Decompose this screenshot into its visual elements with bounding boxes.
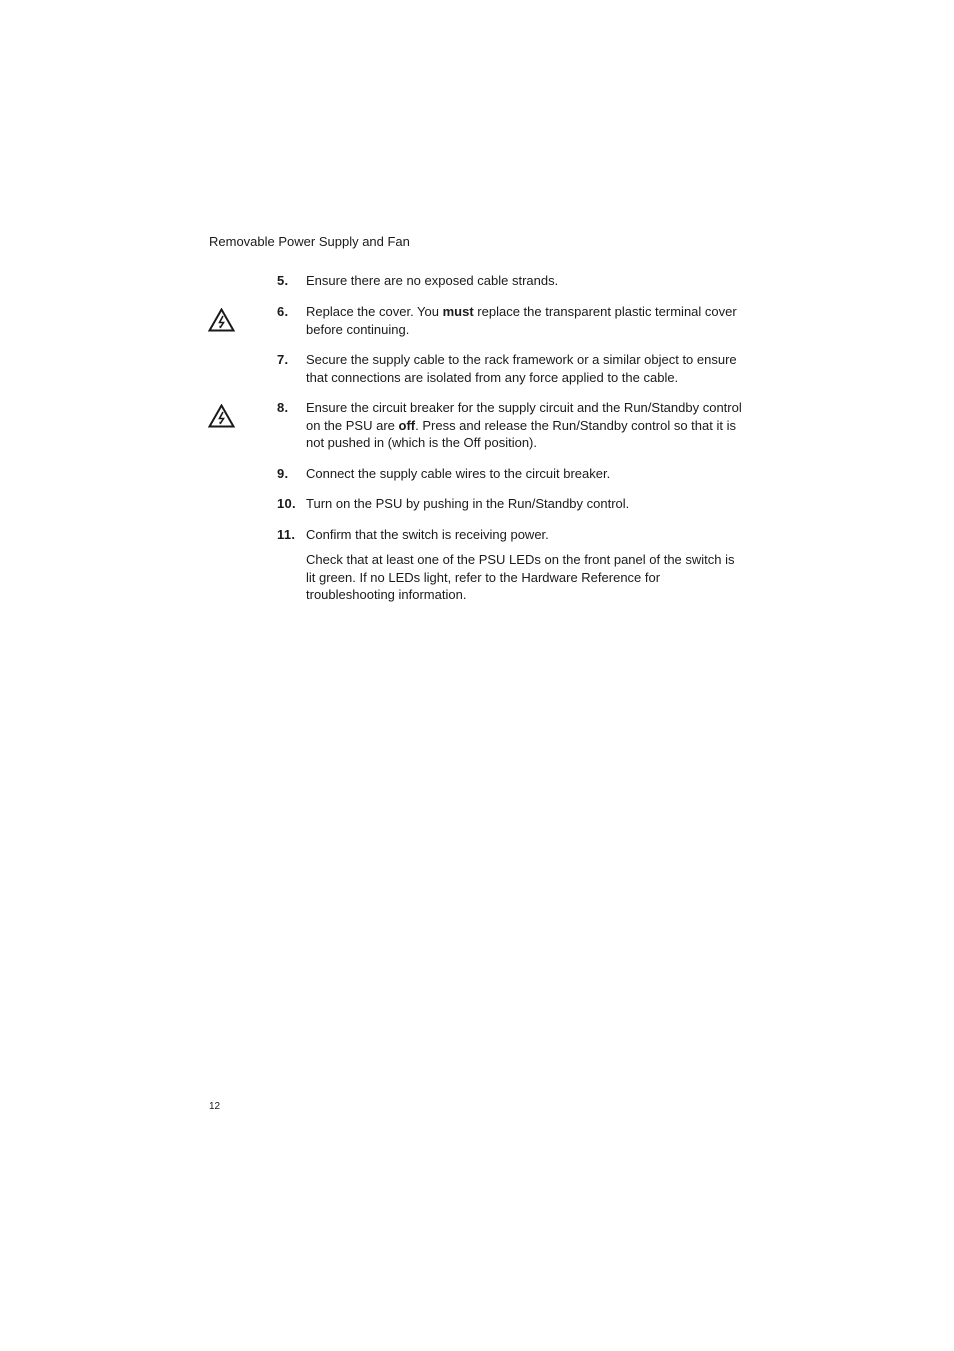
step-number: 5. xyxy=(277,273,289,288)
step-number: 7. xyxy=(277,352,289,367)
step-text-part: Ensure the circuit breaker for the supply circuit and the Run/Standby control on the PSU are xyxy=(306,400,742,433)
step-number: 6. xyxy=(277,304,289,319)
running-header: Removable Power Supply and Fan xyxy=(209,234,410,249)
step-text xyxy=(306,399,746,452)
electrical-hazard-warning-icon xyxy=(208,308,235,332)
step-text: Confirm that the switch is receiving power. xyxy=(306,527,549,542)
step-text: Ensure there are no exposed cable strands. xyxy=(306,273,559,288)
step-text xyxy=(306,303,746,338)
step-text: Secure the supply cable to the rack framework or a similar object to ensure that connections are isolated from any force applied to the cable. xyxy=(306,352,737,385)
electrical-hazard-warning-icon xyxy=(208,404,235,428)
step-number: 8. xyxy=(277,400,289,415)
step-number: 9. xyxy=(277,466,289,481)
step-text-part: Replace the cover. You xyxy=(306,304,443,319)
step-text: Connect the supply cable wires to the circuit breaker. xyxy=(306,466,611,481)
step-text-part: . Press and release the Run/Standby control so that it is not pushed in (which is the Off position). xyxy=(306,417,736,451)
page-number: 12 xyxy=(209,1101,221,1112)
step-number: 10. xyxy=(277,496,296,511)
step-note: Check that at least one of the PSU LEDs on the front panel of the switch is lit green. If no LEDs light, refer to the Hardware Reference for troubleshooting information. xyxy=(306,552,735,603)
emphasis-text: must xyxy=(442,304,474,319)
step-text: Turn on the PSU by pushing in the Run/Standby control. xyxy=(306,496,630,511)
step-text-part: replace the transparent plastic terminal cover before continuing. xyxy=(306,304,737,337)
step-number: 11. xyxy=(277,527,296,542)
emphasis-text: off xyxy=(398,417,416,433)
